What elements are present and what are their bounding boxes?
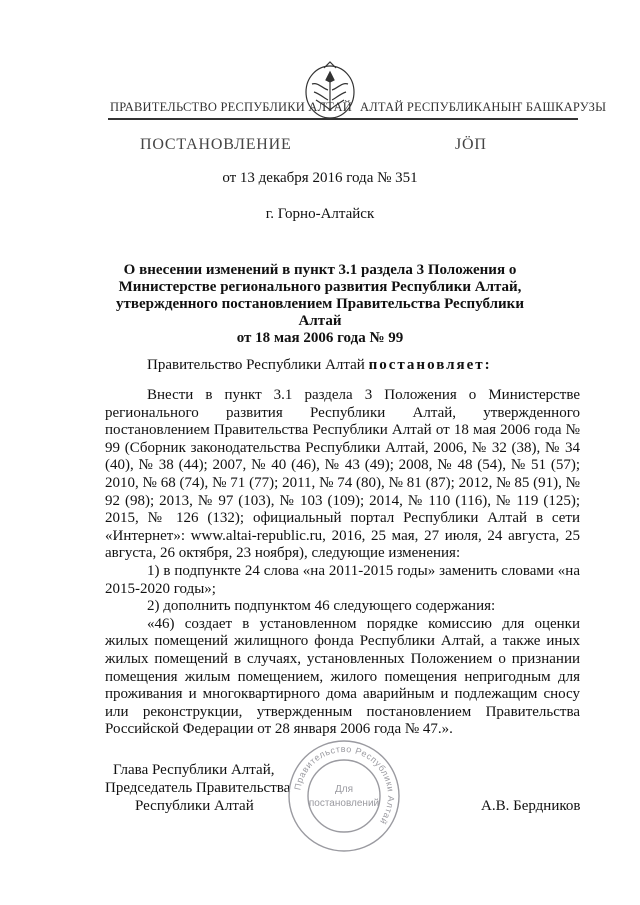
preamble	[147, 357, 492, 374]
document-city: г. Горно-Алтайск	[265, 206, 375, 222]
preamble-subject: Правительство Республики Алтай	[147, 357, 365, 373]
org-name-russian: ПРАВИТЕЛЬСТВО РЕСПУБЛИКИ АЛТАЙ	[110, 100, 352, 114]
signer-title-line1: Глава Республики Алтай,	[113, 762, 275, 778]
signer-title-line2: Председатель Правительства	[105, 780, 291, 796]
header-divider	[108, 118, 578, 120]
signer-title-line3: Республики Алтай	[135, 798, 254, 814]
document-body	[105, 387, 580, 739]
stamp-center-bottom: постановлений	[308, 798, 380, 809]
title-line: О внесении изменений в пункт 3.1 раздела 3 Положения о	[123, 262, 517, 278]
document-title	[100, 262, 540, 347]
body-paragraph: 2) дополнить подпунктом 46 следующего содержания:	[147, 598, 496, 615]
stamp-center-top: Для	[334, 784, 354, 795]
signer-name: А.В. Бердников	[481, 798, 581, 814]
body-paragraph: 1) в подпункте 24 слова «на 2011-2015 годы» заменить словами «на 2015-2020 годы»;	[105, 562, 580, 597]
title-line: Министерстве регионального развития Республики Алтай,	[118, 279, 522, 295]
doc-type-russian: ПОСТАНОВЛЕНИЕ	[140, 136, 292, 153]
official-stamp-icon	[286, 738, 402, 854]
document-date-number: от 13 декабря 2016 года № 351	[222, 170, 418, 186]
body-paragraph: Внести в пункт 3.1 раздела 3 Положения о Министерстве регионального развития Республики Алтай, утвержденного постановлением Правительства Республики Алтай от 18 мая 2006 года № 99 (Сборник законодательства Республики Алтай, 2006, № 32 (38), № 34 (40), № 38 (44); 2007, № 40 (46), № 43 (49); 2008, № 48 (54), № 51 (57); 2010, № 68 (74), № 71 (77); 2011, № 74 (80), № 81 (87); 2012, № 85 (91), № 92 (98); 2013, № 97 (103), № 103 (109); 2014, № 110 (116), № 119 (125); 2015, № 126 (132); официальный портал Республики Алтай в сети «Интернет»: www.altai-republic.ru, 2016, 25 мая, 27 июля, 24 августа, 25 августа, 26 октября, 23 ноября), следующие изменения:	[105, 387, 580, 562]
org-name-altai: АЛТАЙ РЕСПУБЛИКАНЫҤ БАШКАРУЗЫ	[360, 100, 607, 114]
title-line: от 18 мая 2006 года № 99	[236, 330, 404, 346]
preamble-verb: постановляет:	[368, 357, 492, 373]
body-paragraph: «46) создает в установленном порядке комиссию для оценки жилых помещений жилищного фонда Республики Алтай, а также иных жилых помещений в случаях, установленных Положением о признании помещения жилым помещением, жилого помещения непригодным для проживания и многоквартирного дома аварийным и подлежащим сносу или реконструкции, утвержденным постановлением Правительства Российской Федерации от 28 января 2006 года № 47.».	[105, 615, 580, 738]
doc-type-altai: ЈӦП	[455, 136, 487, 153]
title-line: утвержденного постановлением Правительства Республики Алтай	[116, 296, 524, 329]
stamp-ring-text: Правительство Республики Алтай	[292, 743, 397, 827]
